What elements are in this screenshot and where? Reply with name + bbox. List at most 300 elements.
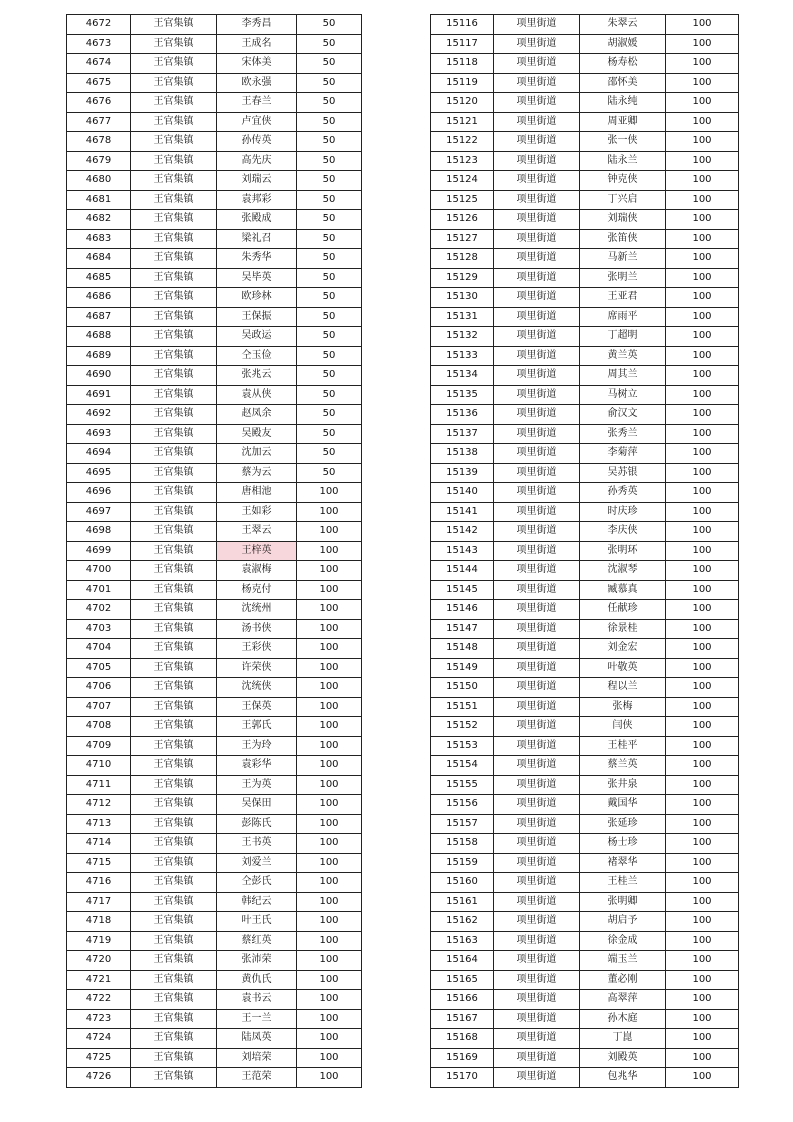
- cell-name: 宋体美: [217, 54, 297, 74]
- cell-township: 王官集镇: [131, 327, 217, 347]
- cell-township: 项里街道: [494, 463, 580, 483]
- cell-serial: 15124: [431, 171, 494, 191]
- cell-serial: 4697: [67, 502, 131, 522]
- cell-township: 项里街道: [494, 931, 580, 951]
- cell-name: 韩纪云: [217, 892, 297, 912]
- cell-name: 黄兰英: [580, 346, 666, 366]
- table-row: [67, 112, 362, 132]
- cell-serial: 4698: [67, 522, 131, 542]
- cell-township: 王官集镇: [131, 873, 217, 893]
- table-row: [67, 541, 362, 561]
- cell-name: 唐相池: [217, 483, 297, 503]
- cell-amount: 100: [666, 912, 739, 932]
- cell-name: 杨寿松: [580, 54, 666, 74]
- cell-township: 项里街道: [494, 171, 580, 191]
- cell-amount: 100: [666, 132, 739, 152]
- table-row: [67, 814, 362, 834]
- cell-name: 赵凤余: [217, 405, 297, 425]
- cell-serial: 15133: [431, 346, 494, 366]
- cell-name: 袁书云: [217, 990, 297, 1010]
- cell-name: 周其兰: [580, 366, 666, 386]
- cell-serial: 15130: [431, 288, 494, 308]
- table-row: [67, 93, 362, 113]
- cell-serial: 15146: [431, 600, 494, 620]
- cell-name: 杨克付: [217, 580, 297, 600]
- cell-serial: 15116: [431, 15, 494, 35]
- cell-serial: 15132: [431, 327, 494, 347]
- cell-township: 王官集镇: [131, 405, 217, 425]
- cell-name: 俞汉文: [580, 405, 666, 425]
- cell-serial: 4682: [67, 210, 131, 230]
- cell-name: 李菊萍: [580, 444, 666, 464]
- cell-serial: 4678: [67, 132, 131, 152]
- cell-serial: 4691: [67, 385, 131, 405]
- cell-serial: 4674: [67, 54, 131, 74]
- cell-township: 项里街道: [494, 775, 580, 795]
- cell-serial: 15136: [431, 405, 494, 425]
- cell-township: 项里街道: [494, 307, 580, 327]
- cell-serial: 15156: [431, 795, 494, 815]
- cell-serial: 4714: [67, 834, 131, 854]
- table-row: [67, 424, 362, 444]
- cell-serial: 4685: [67, 268, 131, 288]
- table-row: [67, 697, 362, 717]
- cell-name: 袁彩华: [217, 756, 297, 776]
- cell-township: 项里街道: [494, 853, 580, 873]
- cell-amount: 100: [297, 639, 362, 659]
- cell-amount: 100: [666, 678, 739, 698]
- cell-township: 项里街道: [494, 210, 580, 230]
- cell-name: 胡启予: [580, 912, 666, 932]
- cell-township: 王官集镇: [131, 171, 217, 191]
- cell-amount: 100: [297, 756, 362, 776]
- cell-amount: 100: [666, 892, 739, 912]
- cell-name: 高先庆: [217, 151, 297, 171]
- cell-name: 周亚卿: [580, 112, 666, 132]
- table-row: [431, 444, 739, 464]
- table-row: [431, 151, 739, 171]
- cell-township: 王官集镇: [131, 990, 217, 1010]
- cell-township: 王官集镇: [131, 93, 217, 113]
- cell-township: 王官集镇: [131, 1009, 217, 1029]
- cell-name: 欧永强: [217, 73, 297, 93]
- right-table: [430, 14, 739, 1088]
- cell-name: 刘培荣: [217, 1048, 297, 1068]
- cell-township: 王官集镇: [131, 249, 217, 269]
- cell-name: 朱秀华: [217, 249, 297, 269]
- cell-serial: 15159: [431, 853, 494, 873]
- table-row: [67, 171, 362, 191]
- cell-township: 项里街道: [494, 1029, 580, 1049]
- cell-township: 王官集镇: [131, 775, 217, 795]
- cell-amount: 50: [297, 93, 362, 113]
- cell-serial: 15119: [431, 73, 494, 93]
- cell-name: 刘殿英: [580, 1048, 666, 1068]
- cell-township: 项里街道: [494, 970, 580, 990]
- cell-township: 王官集镇: [131, 756, 217, 776]
- cell-amount: 50: [297, 73, 362, 93]
- cell-name: 张一侠: [580, 132, 666, 152]
- cell-serial: 15148: [431, 639, 494, 659]
- table-row: [67, 366, 362, 386]
- table-row: [67, 600, 362, 620]
- table-row: [431, 775, 739, 795]
- cell-amount: 50: [297, 346, 362, 366]
- table-row: [431, 15, 739, 35]
- cell-amount: 100: [666, 288, 739, 308]
- cell-amount: 100: [666, 249, 739, 269]
- cell-serial: 15165: [431, 970, 494, 990]
- cell-serial: 15162: [431, 912, 494, 932]
- cell-serial: 4700: [67, 561, 131, 581]
- cell-amount: 50: [297, 132, 362, 152]
- cell-township: 王官集镇: [131, 619, 217, 639]
- table-row: [67, 912, 362, 932]
- cell-name: 张梅: [580, 697, 666, 717]
- cell-township: 项里街道: [494, 522, 580, 542]
- table-row: [67, 54, 362, 74]
- cell-amount: 50: [297, 327, 362, 347]
- cell-name: 张明卿: [580, 892, 666, 912]
- cell-amount: 100: [297, 795, 362, 815]
- cell-name: 钟克侠: [580, 171, 666, 191]
- cell-name: 杨士珍: [580, 834, 666, 854]
- cell-amount: 100: [666, 34, 739, 54]
- cell-serial: 4681: [67, 190, 131, 210]
- cell-serial: 15117: [431, 34, 494, 54]
- cell-amount: 50: [297, 385, 362, 405]
- cell-name: 汤书侠: [217, 619, 297, 639]
- table-row: [67, 268, 362, 288]
- table-row: [67, 444, 362, 464]
- cell-amount: 100: [666, 1068, 739, 1088]
- cell-serial: 15139: [431, 463, 494, 483]
- cell-serial: 4692: [67, 405, 131, 425]
- cell-amount: 100: [297, 619, 362, 639]
- table-row: [431, 190, 739, 210]
- cell-amount: 100: [297, 561, 362, 581]
- cell-serial: 15164: [431, 951, 494, 971]
- table-row: [431, 1029, 739, 1049]
- table-row: [67, 249, 362, 269]
- cell-serial: 4712: [67, 795, 131, 815]
- table-row: [431, 522, 739, 542]
- cell-township: 项里街道: [494, 249, 580, 269]
- table-row: [67, 1048, 362, 1068]
- cell-name: 张明兰: [580, 268, 666, 288]
- cell-township: 项里街道: [494, 561, 580, 581]
- cell-serial: 15125: [431, 190, 494, 210]
- cell-township: 王官集镇: [131, 931, 217, 951]
- cell-township: 王官集镇: [131, 15, 217, 35]
- cell-name: 胡淑媛: [580, 34, 666, 54]
- cell-amount: 100: [666, 444, 739, 464]
- cell-name: 陆凤英: [217, 1029, 297, 1049]
- cell-serial: 15154: [431, 756, 494, 776]
- cell-serial: 4705: [67, 658, 131, 678]
- cell-township: 项里街道: [494, 1009, 580, 1029]
- table-row: [67, 834, 362, 854]
- cell-amount: 100: [666, 717, 739, 737]
- cell-amount: 100: [666, 229, 739, 249]
- cell-amount: 100: [666, 502, 739, 522]
- table-row: [67, 970, 362, 990]
- table-row: [67, 522, 362, 542]
- cell-amount: 100: [297, 912, 362, 932]
- table-row: [67, 619, 362, 639]
- cell-township: 项里街道: [494, 951, 580, 971]
- cell-serial: 4724: [67, 1029, 131, 1049]
- cell-name: 张殿成: [217, 210, 297, 230]
- cell-name: 袁淑梅: [217, 561, 297, 581]
- cell-name: 王翠云: [217, 522, 297, 542]
- cell-amount: 100: [297, 736, 362, 756]
- cell-name: 董必刚: [580, 970, 666, 990]
- table-row: [431, 54, 739, 74]
- cell-name: 徐金成: [580, 931, 666, 951]
- cell-township: 王官集镇: [131, 639, 217, 659]
- table-row: [431, 834, 739, 854]
- cell-township: 王官集镇: [131, 795, 217, 815]
- cell-serial: 4696: [67, 483, 131, 503]
- cell-serial: 15134: [431, 366, 494, 386]
- cell-township: 王官集镇: [131, 366, 217, 386]
- cell-name: 王如彩: [217, 502, 297, 522]
- table-row: [431, 580, 739, 600]
- cell-amount: 50: [297, 54, 362, 74]
- table-row: [67, 132, 362, 152]
- cell-amount: 100: [297, 931, 362, 951]
- cell-amount: 50: [297, 249, 362, 269]
- cell-name: 蔡红英: [217, 931, 297, 951]
- cell-amount: 100: [666, 112, 739, 132]
- cell-name: 沈淑琴: [580, 561, 666, 581]
- cell-serial: 15160: [431, 873, 494, 893]
- cell-township: 项里街道: [494, 717, 580, 737]
- cell-name: 孙秀英: [580, 483, 666, 503]
- cell-amount: 100: [666, 561, 739, 581]
- table-row: [431, 249, 739, 269]
- cell-serial: 15161: [431, 892, 494, 912]
- cell-serial: 15127: [431, 229, 494, 249]
- cell-amount: 100: [666, 970, 739, 990]
- cell-name: 王保振: [217, 307, 297, 327]
- cell-serial: 15158: [431, 834, 494, 854]
- cell-township: 项里街道: [494, 229, 580, 249]
- cell-name: 陆永纯: [580, 93, 666, 113]
- cell-serial: 4687: [67, 307, 131, 327]
- cell-amount: 50: [297, 288, 362, 308]
- cell-township: 王官集镇: [131, 1048, 217, 1068]
- cell-serial: 15157: [431, 814, 494, 834]
- cell-name: 欧珍林: [217, 288, 297, 308]
- cell-amount: 100: [297, 834, 362, 854]
- cell-township: 王官集镇: [131, 424, 217, 444]
- cell-township: 项里街道: [494, 151, 580, 171]
- cell-name: 张兆云: [217, 366, 297, 386]
- cell-township: 项里街道: [494, 697, 580, 717]
- cell-amount: 50: [297, 34, 362, 54]
- cell-serial: 4719: [67, 931, 131, 951]
- cell-township: 王官集镇: [131, 190, 217, 210]
- cell-township: 王官集镇: [131, 385, 217, 405]
- table-row: [67, 580, 362, 600]
- cell-serial: 15126: [431, 210, 494, 230]
- cell-township: 项里街道: [494, 424, 580, 444]
- cell-township: 项里街道: [494, 93, 580, 113]
- cell-serial: 4722: [67, 990, 131, 1010]
- table-row: [67, 775, 362, 795]
- cell-amount: 100: [666, 307, 739, 327]
- table-row: [431, 1048, 739, 1068]
- cell-name-highlighted: 王梓英: [217, 541, 297, 561]
- table-row: [431, 132, 739, 152]
- table-row: [431, 346, 739, 366]
- cell-name: 丁兴启: [580, 190, 666, 210]
- cell-township: 王官集镇: [131, 892, 217, 912]
- cell-amount: 50: [297, 15, 362, 35]
- cell-name: 仝彭氏: [217, 873, 297, 893]
- cell-township: 项里街道: [494, 990, 580, 1010]
- table-row: [67, 756, 362, 776]
- cell-amount: 100: [666, 385, 739, 405]
- cell-amount: 100: [666, 658, 739, 678]
- cell-name: 张明环: [580, 541, 666, 561]
- cell-township: 王官集镇: [131, 834, 217, 854]
- cell-township: 王官集镇: [131, 814, 217, 834]
- cell-name: 袁邦彩: [217, 190, 297, 210]
- cell-serial: 4677: [67, 112, 131, 132]
- cell-serial: 4726: [67, 1068, 131, 1088]
- cell-serial: 15123: [431, 151, 494, 171]
- cell-amount: 50: [297, 229, 362, 249]
- cell-township: 项里街道: [494, 580, 580, 600]
- table-row: [431, 697, 739, 717]
- cell-township: 王官集镇: [131, 34, 217, 54]
- cell-serial: 15143: [431, 541, 494, 561]
- cell-township: 王官集镇: [131, 580, 217, 600]
- cell-township: 项里街道: [494, 658, 580, 678]
- cell-name: 刘金宏: [580, 639, 666, 659]
- cell-name: 陆永兰: [580, 151, 666, 171]
- cell-amount: 50: [297, 268, 362, 288]
- cell-amount: 100: [666, 15, 739, 35]
- table-row: [67, 873, 362, 893]
- cell-amount: 100: [666, 73, 739, 93]
- cell-township: 王官集镇: [131, 151, 217, 171]
- left-table-body: [67, 15, 362, 1088]
- cell-township: 王官集镇: [131, 210, 217, 230]
- cell-township: 王官集镇: [131, 346, 217, 366]
- cell-township: 项里街道: [494, 268, 580, 288]
- table-row: [431, 93, 739, 113]
- cell-name: 王保英: [217, 697, 297, 717]
- table-row: [431, 892, 739, 912]
- cell-name: 褚翠华: [580, 853, 666, 873]
- cell-amount: 100: [666, 268, 739, 288]
- cell-amount: 100: [666, 990, 739, 1010]
- cell-name: 孙传英: [217, 132, 297, 152]
- cell-amount: 100: [666, 171, 739, 191]
- cell-township: 王官集镇: [131, 307, 217, 327]
- table-row: [431, 268, 739, 288]
- cell-amount: 100: [297, 678, 362, 698]
- cell-name: 袁从侠: [217, 385, 297, 405]
- table-row: [67, 288, 362, 308]
- cell-township: 王官集镇: [131, 600, 217, 620]
- cell-amount: 100: [297, 873, 362, 893]
- cell-name: 时庆珍: [580, 502, 666, 522]
- cell-name: 王春兰: [217, 93, 297, 113]
- table-row: [67, 327, 362, 347]
- cell-township: 项里街道: [494, 736, 580, 756]
- cell-serial: 4690: [67, 366, 131, 386]
- table-row: [67, 853, 362, 873]
- cell-serial: 15169: [431, 1048, 494, 1068]
- cell-serial: 4711: [67, 775, 131, 795]
- cell-serial: 15131: [431, 307, 494, 327]
- cell-township: 项里街道: [494, 112, 580, 132]
- cell-amount: 50: [297, 424, 362, 444]
- table-row: [67, 561, 362, 581]
- table-row: [431, 853, 739, 873]
- cell-name: 刘瑞侠: [580, 210, 666, 230]
- cell-amount: 100: [666, 600, 739, 620]
- cell-name: 沈加云: [217, 444, 297, 464]
- cell-amount: 100: [666, 522, 739, 542]
- table-row: [67, 34, 362, 54]
- table-row: [67, 658, 362, 678]
- cell-township: 王官集镇: [131, 970, 217, 990]
- cell-township: 项里街道: [494, 912, 580, 932]
- table-row: [431, 873, 739, 893]
- cell-township: 王官集镇: [131, 73, 217, 93]
- table-row: [431, 385, 739, 405]
- cell-serial: 4725: [67, 1048, 131, 1068]
- table-row: [67, 307, 362, 327]
- cell-amount: 100: [297, 892, 362, 912]
- cell-township: 王官集镇: [131, 522, 217, 542]
- cell-serial: 15149: [431, 658, 494, 678]
- cell-township: 王官集镇: [131, 112, 217, 132]
- cell-amount: 100: [297, 697, 362, 717]
- cell-name: 张沛荣: [217, 951, 297, 971]
- cell-name: 丁超明: [580, 327, 666, 347]
- cell-serial: 15153: [431, 736, 494, 756]
- cell-name: 吴毕英: [217, 268, 297, 288]
- cell-township: 王官集镇: [131, 463, 217, 483]
- cell-name: 吴保田: [217, 795, 297, 815]
- table-row: [431, 229, 739, 249]
- cell-serial: 15121: [431, 112, 494, 132]
- cell-amount: 100: [297, 814, 362, 834]
- cell-name: 张井泉: [580, 775, 666, 795]
- cell-amount: 100: [666, 834, 739, 854]
- cell-serial: 15166: [431, 990, 494, 1010]
- table-row: [431, 795, 739, 815]
- table-row: [431, 912, 739, 932]
- cell-name: 张延珍: [580, 814, 666, 834]
- cell-township: 王官集镇: [131, 288, 217, 308]
- cell-name: 王彩侠: [217, 639, 297, 659]
- cell-serial: 15138: [431, 444, 494, 464]
- cell-amount: 100: [297, 775, 362, 795]
- cell-amount: 50: [297, 444, 362, 464]
- cell-township: 项里街道: [494, 483, 580, 503]
- cell-township: 王官集镇: [131, 658, 217, 678]
- table-row: [67, 678, 362, 698]
- cell-amount: 100: [666, 346, 739, 366]
